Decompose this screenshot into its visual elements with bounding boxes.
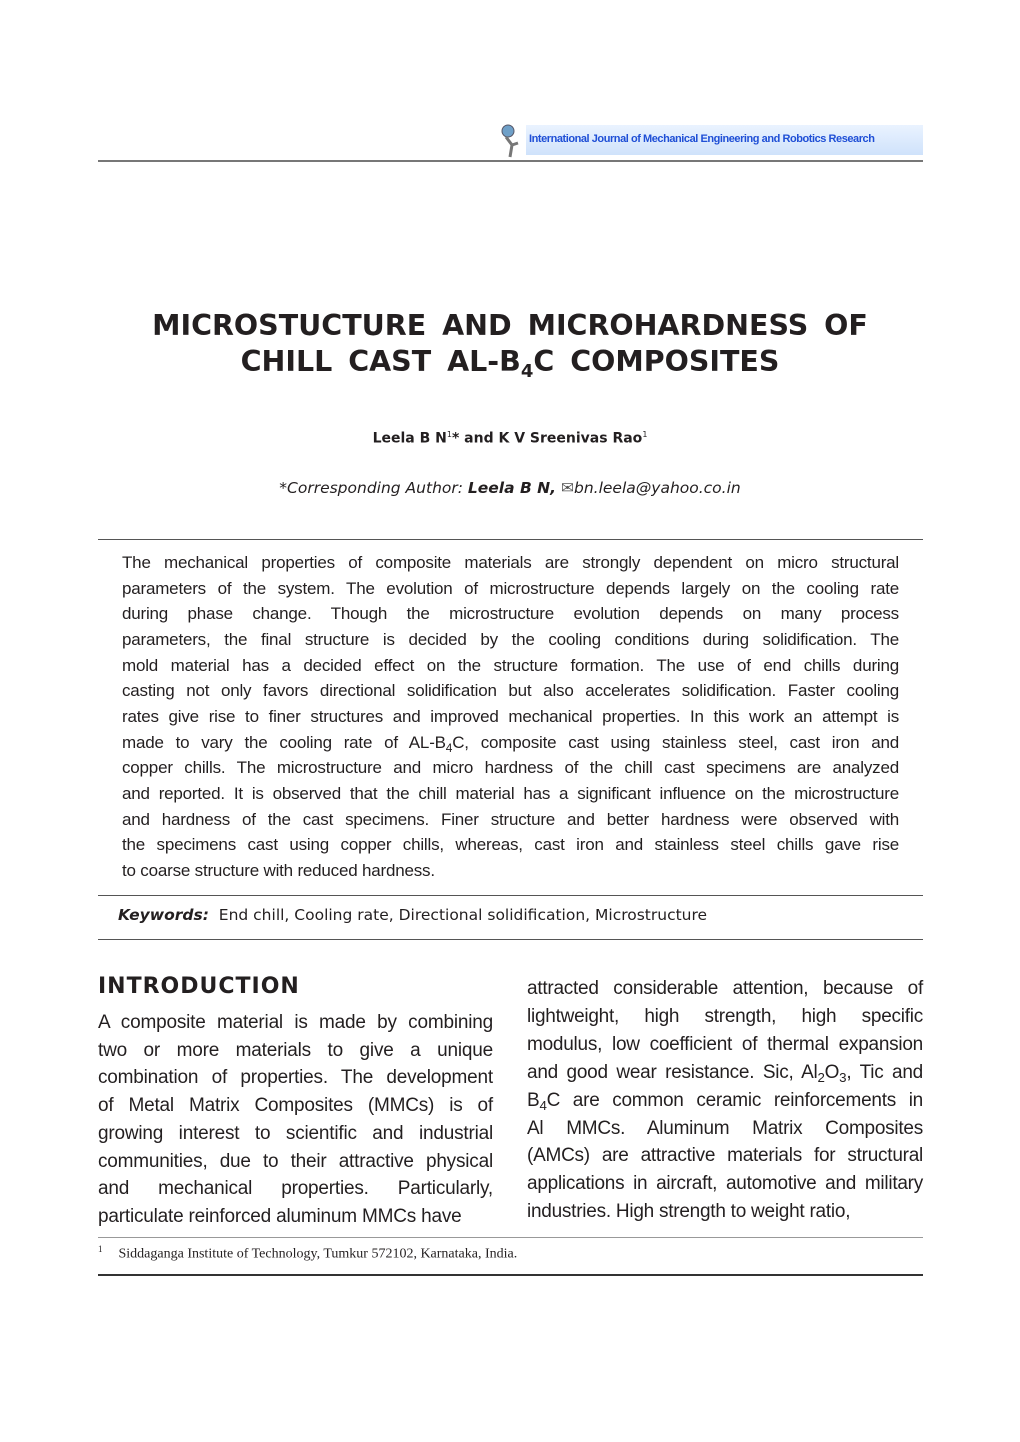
text-line (122, 627, 899, 653)
text-run: mold material has a decided effect on the structure formation. The use of end chills during (122, 655, 899, 675)
author-list (0, 430, 1020, 447)
title-text: C COMPOSITES (533, 345, 780, 378)
text-run: parameters, the final structure is decided by the cooling conditions during solidification. The (122, 629, 899, 649)
text-line (527, 1031, 923, 1059)
journal-logo-icon (498, 123, 524, 159)
journal-title-bar (526, 125, 923, 155)
text-run: rates give rise to finer structures and improved mechanical properties. In this work an attempt is (122, 706, 899, 726)
text-line (527, 1198, 923, 1226)
text-run: attracted considerable attention, because of (527, 978, 923, 999)
text-run: (AMCs) are attractive materials for structural (527, 1145, 923, 1167)
text-run: applications in aircraft, automotive and military (527, 1173, 923, 1195)
text-run: and good wear resistance. Sic, Al (527, 1061, 818, 1083)
text-line (122, 755, 899, 781)
text-run: copper chills. The microstructure and micro hardness of the chill cast specimens are analyzed (122, 758, 899, 778)
text-run: combination of properties. The development (98, 1067, 493, 1089)
title-subscript: 4 (520, 361, 534, 382)
intro-right-column (527, 975, 923, 1226)
text-line (98, 1064, 493, 1092)
title-text: CHILL CAST AL-B (240, 345, 521, 378)
text-line (98, 1009, 493, 1037)
envelope-icon: ✉ (561, 479, 574, 497)
abstract-top-rule (98, 539, 923, 540)
section-heading: INTRODUCTION (98, 974, 300, 999)
text-line (527, 1059, 923, 1087)
author-separator: and (459, 430, 499, 447)
abstract-bottom-rule (98, 895, 923, 896)
corresponding-mark: * (451, 430, 460, 447)
text-run: A composite material is made by combining (98, 1012, 493, 1033)
text-run: Al MMCs. Aluminum Matrix Composites (527, 1117, 923, 1139)
author-name: Leela B N (372, 430, 447, 447)
text-run: , Tic and (846, 1061, 923, 1083)
text-run: modulus, low coefficient of thermal expansion (527, 1033, 923, 1055)
text-line (98, 1148, 493, 1176)
text-run: to coarse structure with reduced hardness. (122, 860, 435, 880)
text-line (98, 1175, 493, 1203)
title-line-2 (0, 344, 1020, 380)
text-line (122, 576, 899, 602)
text-run: of Metal Matrix Composites (MMCs) is of (98, 1095, 493, 1117)
email-link[interactable]: bn.leela@yahoo.co.in (574, 479, 741, 497)
text-line (527, 1142, 923, 1170)
author-name: K V Sreenivas Rao (498, 430, 643, 447)
journal-title: International Journal of Mechanical Engineering and Robotics Research (529, 133, 875, 145)
subscript: 2 (817, 1069, 825, 1085)
text-run: and hardness of the cast specimens. Finer structure and better hardness were observed with (122, 809, 899, 829)
keywords-rule (98, 939, 923, 940)
text-run: B (527, 1089, 540, 1111)
text-line (98, 1203, 493, 1231)
paper-title (0, 308, 1020, 380)
text-line (122, 858, 899, 884)
text-run: during phase change. Though the microstructure evolution depends on many process (122, 604, 899, 624)
text-line (122, 730, 899, 756)
abstract (122, 550, 899, 884)
footnote-text: Siddaganga Institute of Technology, Tumkur 572102, Karnataka, India. (118, 1246, 518, 1262)
text-run: communities, due to their attractive physical (98, 1150, 493, 1172)
text-line (122, 781, 899, 807)
page-bottom-rule (98, 1274, 923, 1276)
journal-banner (498, 121, 923, 159)
text-run: made to vary the cooling rate of AL-B (122, 732, 446, 752)
corresponding-label: *Corresponding Author: (279, 479, 468, 497)
keywords-list: End chill, Cooling rate, Directional solidification, Microstructure (218, 906, 708, 924)
affiliation-mark: 1 (642, 430, 648, 439)
text-line (122, 704, 899, 730)
text-run: two or more materials to give a unique (98, 1039, 493, 1061)
text-run: lightweight, high strength, high specific (527, 1005, 923, 1027)
text-run: the specimens cast using copper chills, whereas, cast iron and stainless steel chills gave rise (122, 835, 899, 855)
keywords (118, 906, 918, 924)
text-line (527, 1115, 923, 1143)
text-line (122, 678, 899, 704)
footnote-mark: 1 (98, 1244, 103, 1254)
text-line (527, 1087, 923, 1115)
text-line (98, 1092, 493, 1120)
text-line (122, 550, 899, 576)
title-line-1: MICROSTUCTURE AND MICROHARDNESS OF (152, 309, 868, 342)
text-run: parameters of the system. The evolution of microstructure depends largely on the cooling rate (122, 578, 899, 598)
text-run: casting not only favors directional solidification but also accelerates solidification. Faster cooling (122, 681, 899, 701)
text-line (527, 1170, 923, 1198)
text-run: and reported. It is observed that the chill material has a significant influence on the microstructure (122, 783, 899, 803)
text-run: particulate reinforced aluminum MMCs have (98, 1205, 462, 1227)
text-line (98, 1120, 493, 1148)
text-line (527, 1003, 923, 1031)
text-line (122, 601, 899, 627)
text-run: O (824, 1061, 840, 1083)
keywords-label: Keywords: (118, 906, 209, 924)
header-rule (98, 160, 923, 162)
text-line (122, 653, 899, 679)
intro-left-column (98, 1009, 493, 1231)
subscript: 4 (539, 1097, 547, 1113)
affiliation-mark: 1 (446, 430, 452, 439)
text-run: C are common ceramic reinforcements in (546, 1089, 923, 1111)
footnote (98, 1244, 923, 1263)
text-run: and mechanical properties. Particularly, (98, 1178, 493, 1200)
text-run: growing interest to scientific and industrial (98, 1122, 493, 1144)
text-line (98, 1037, 493, 1065)
footnote-rule (98, 1237, 923, 1238)
text-line (122, 832, 899, 858)
text-line (527, 975, 923, 1003)
subscript: 3 (839, 1069, 847, 1085)
text-run: C, composite cast using stainless steel, cast iron and (452, 732, 899, 752)
corresponding-name: Leela B N, (467, 479, 557, 497)
text-run: The mechanical properties of composite materials are strongly dependent on micro structural (122, 553, 899, 572)
corresponding-author (0, 479, 1020, 497)
text-run: industries. High strength to weight ratio, (527, 1201, 851, 1223)
text-line (122, 807, 899, 833)
subscript: 4 (445, 740, 453, 755)
